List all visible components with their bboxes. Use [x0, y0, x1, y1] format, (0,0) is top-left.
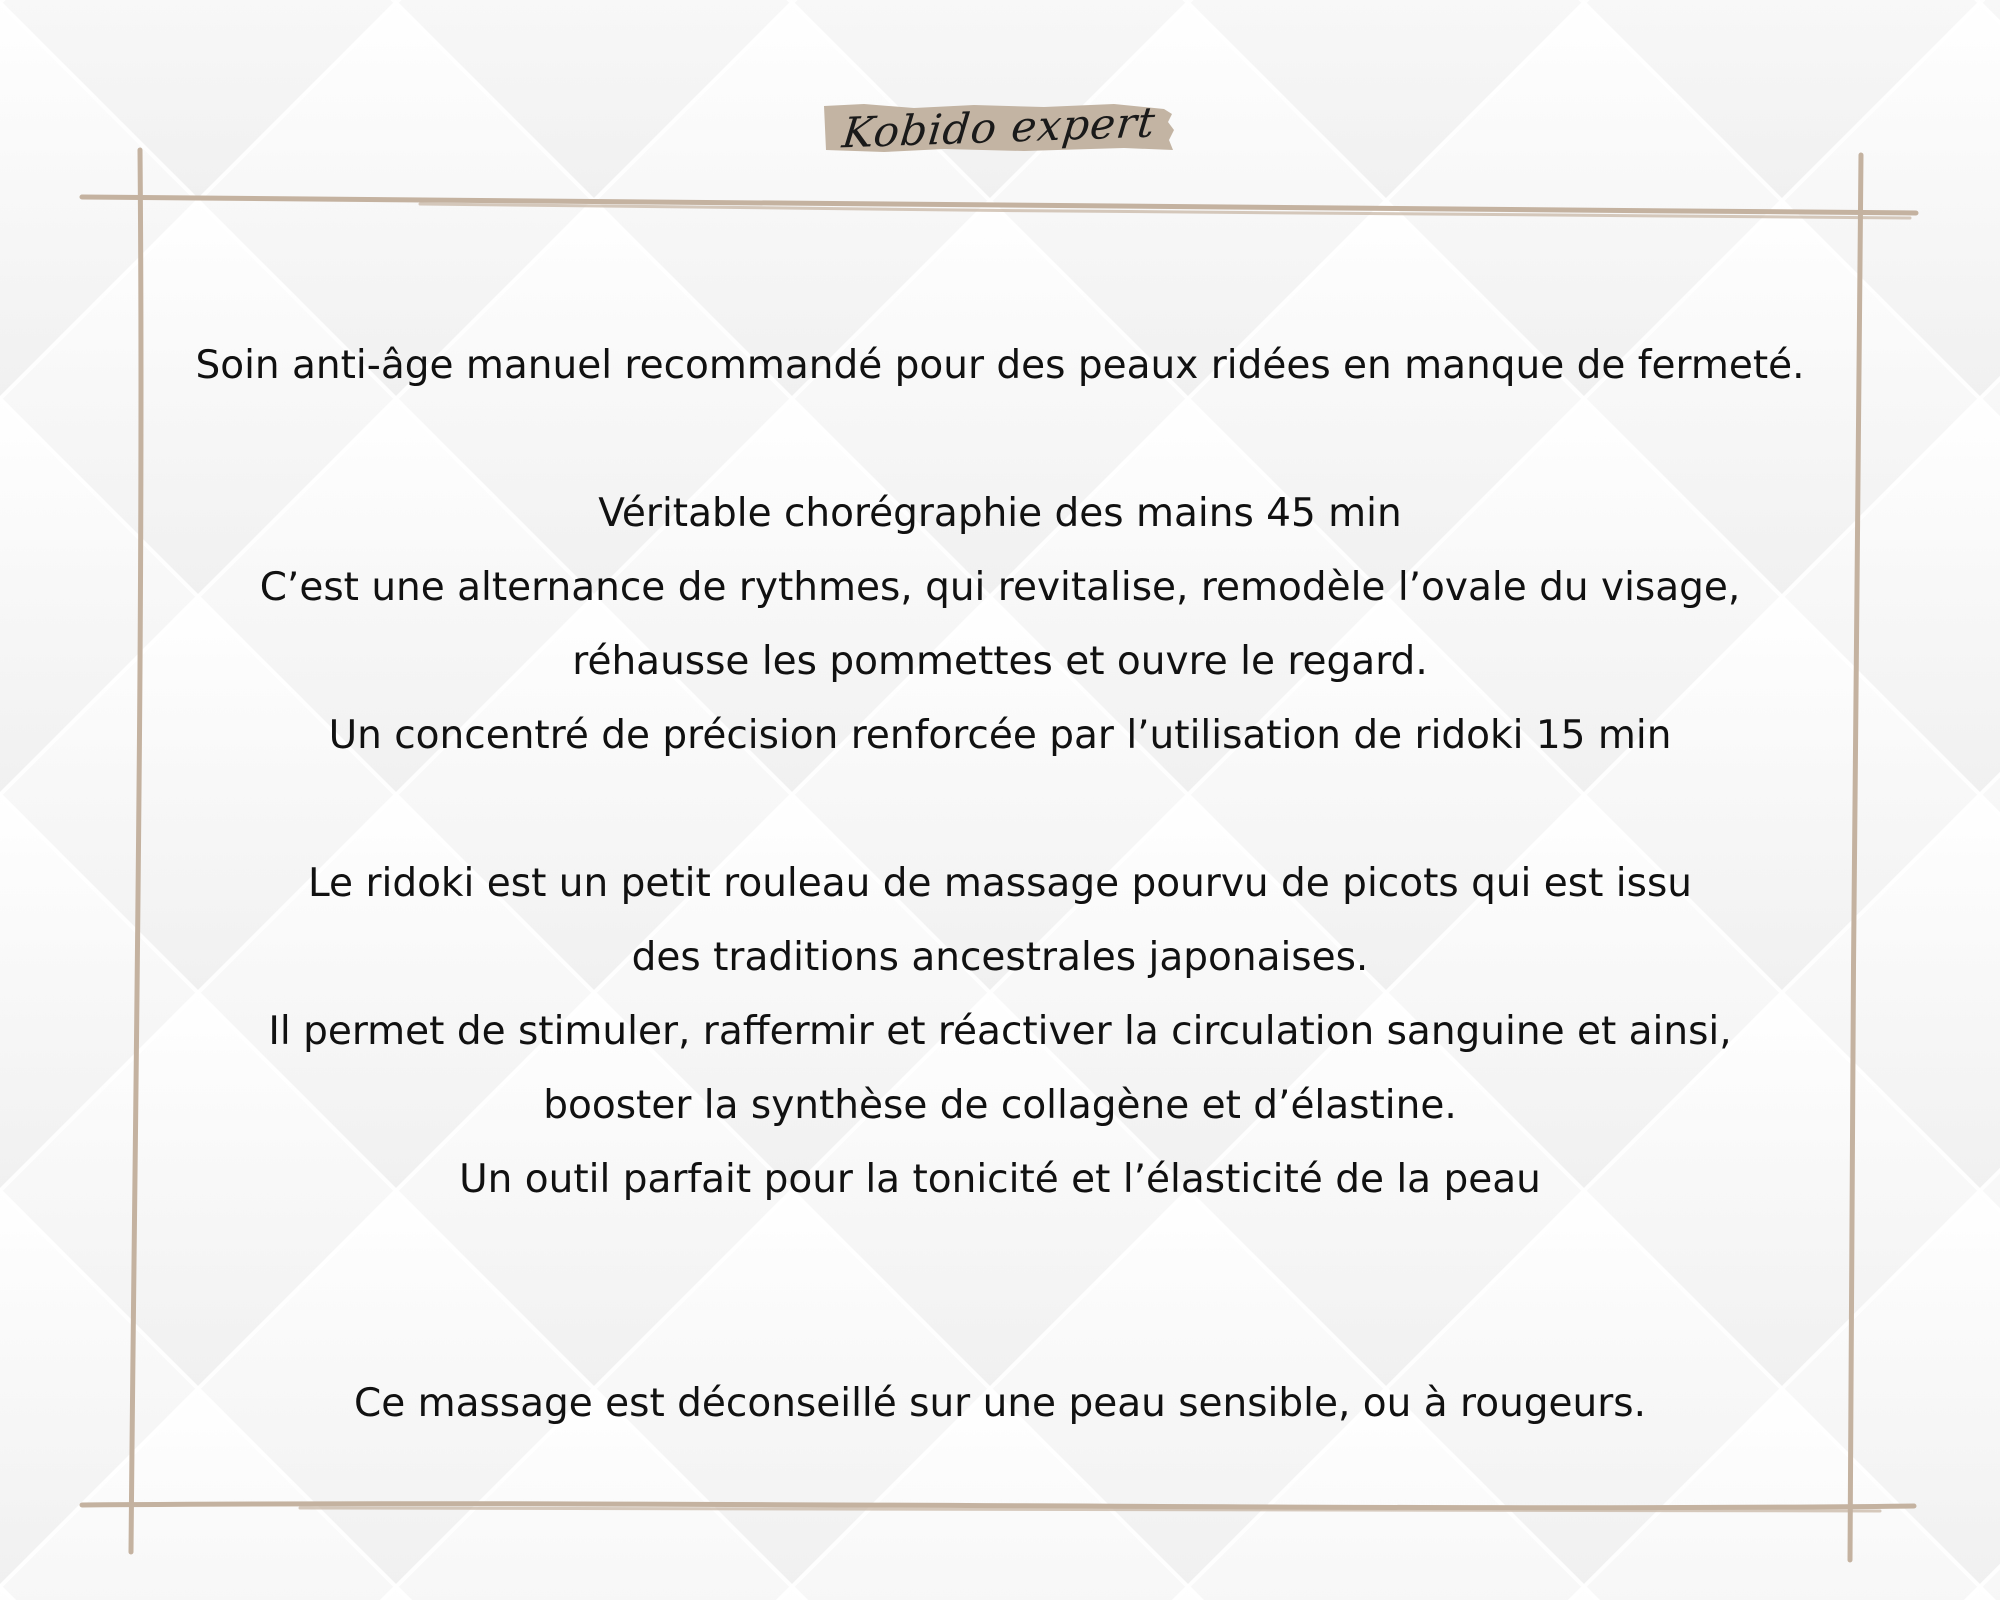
paragraph2-line: Le ridoki est un petit rouleau de massage pourvu de picots qui est issu [308, 861, 1692, 906]
intro-text: Soin anti-âge manuel recommandé pour des peaux ridées en manque de fermeté. [195, 343, 1805, 388]
paragraph2-line: des traditions ancestrales japonaises. [631, 935, 1369, 980]
paragraph2-line: booster la synthèse de collagène et d’élastine. [543, 1083, 1457, 1128]
paragraph1-line: C’est une alternance de rythmes, qui revitalise, remodèle l’ovale du visage, [259, 565, 1741, 610]
paragraph2-line: Un outil parfait pour la tonicité et l’élasticité de la peau [459, 1157, 1541, 1202]
title-tag-label: Kobido expert [839, 97, 1159, 158]
paragraph1-line: réhausse les pommettes et ouvre le regard. [572, 639, 1428, 684]
paragraph1-line: Un concentré de précision renforcée par l’utilisation de ridoki 15 min [328, 713, 1672, 758]
paragraph1-line: Véritable chorégraphie des mains 45 min [598, 491, 1402, 536]
main-content [150, 0, 1850, 1600]
paragraph2-line: Il permet de stimuler, raffermir et réactiver la circulation sanguine et ainsi, [268, 1009, 1732, 1054]
warning-text: Ce massage est déconseillé sur une peau sensible, ou à rougeurs. [353, 1381, 1647, 1426]
